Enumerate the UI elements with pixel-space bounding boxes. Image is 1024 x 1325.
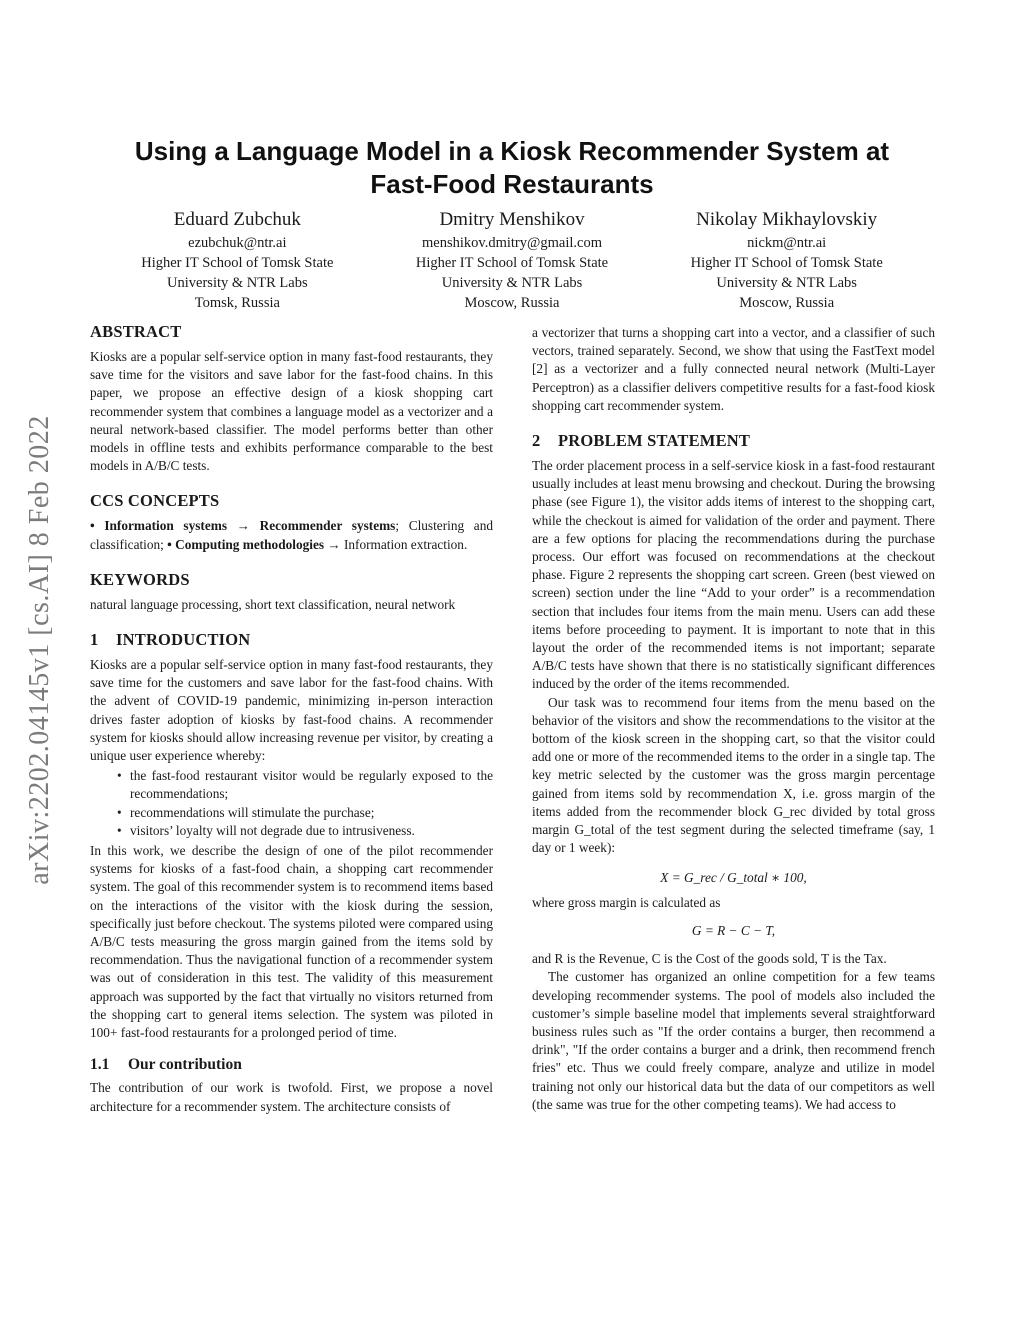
list-item: • visitors’ loyalty will not degrade due to intrusiveness. xyxy=(130,822,493,840)
intro-paragraph-1: Kiosks are a popular self-service option in many fast-food restaurants, they save time for the customers and save labor for the fast-food chains. With the advent of COVID-19 pandemic, minimizing in-person interaction drives faster adoption of kiosks by fast-food chains. A recommender system for kiosks should allow increasing revenue per visitor, by creating a unique user experience whereby: xyxy=(90,657,493,764)
author-2 xyxy=(375,207,650,313)
title-line-2: Fast-Food Restaurants xyxy=(370,169,654,199)
paper-title xyxy=(100,135,924,201)
contribution-paragraph: The contribution of our work is twofold. First, we propose a novel architecture for a recommender system. The architecture consists of xyxy=(90,1080,493,1114)
abstract-heading: ABSTRACT xyxy=(90,322,182,341)
author-name: Eduard Zubchuk xyxy=(173,209,301,230)
ccs-text xyxy=(90,517,493,553)
list-item: • recommendations will stimulate the purchase; xyxy=(130,804,493,822)
section-title: PROBLEM STATEMENT xyxy=(558,431,751,451)
ccs-concept-1: • Information systems → Recommender systems xyxy=(90,518,396,534)
author-1 xyxy=(100,207,375,313)
problem-paragraph-2: Our task was to recommend four items from the menu based on the behavior of the visitors and show the recommendations to the visitor at the bottom of the kiosk screen in the shopping cart, so that the visitor could add one or more of the recommended items to the order in a single tap. The key metric selected by the customer was the gross margin percentage gained from items sold by recommendation X, i.e. gross margin of the items added from the recommender block G_rec divided by total gross margin G_total of the test segment during the selected timeframe (say, 1 day or 1 week): xyxy=(532,694,935,856)
where-text: where gross margin is calculated as xyxy=(532,894,721,910)
arxiv-id: arXiv:2202.04145v1 [cs.AI] 8 Feb 2022 xyxy=(24,415,55,885)
author-affiliation: University & NTR Labs xyxy=(716,275,857,291)
section-number: 1 xyxy=(90,630,99,650)
problem-heading xyxy=(532,431,935,451)
ccs-heading: CCS CONCEPTS xyxy=(90,491,220,511)
intro-bullets xyxy=(90,767,493,840)
author-affiliation: Higher IT School of Tomsk State xyxy=(415,255,609,271)
section-number: 2 xyxy=(532,431,541,451)
author-location: Moscow, Russia xyxy=(739,295,835,311)
author-affiliation: University & NTR Labs xyxy=(441,275,583,291)
contribution-heading xyxy=(90,1055,493,1074)
ccs-concept-2: • Computing methodologies xyxy=(167,536,325,552)
ccs-concept-1-rest: ; Clustering and classification; xyxy=(90,518,493,552)
list-item: • the fast-food restaurant visitor would be regularly exposed to the recommendations; xyxy=(130,767,493,803)
ccs-concept-2-rest: → Information extraction. xyxy=(324,536,468,552)
problem-paragraph-3: The customer has organized an online competition for a few teams developing recommender systems. The pool of models also included the customer’s simple baseline model that implements several straightforward business rules such as "If the order contains a burger, then recommend a drink", "If the order contains a burger and a drink, then recommend french fries" etc. Thus we could freely compare, analyze and utilize in model training not only our historical data but the data of our competitors as well (the same was true for the other competing teams). We had access to xyxy=(532,969,935,1112)
section-title: INTRODUCTION xyxy=(116,630,251,650)
equation-2: G = R − C − T, xyxy=(691,922,776,938)
keywords-heading: KEYWORDS xyxy=(90,569,190,589)
author-email: menshikov.dmitry@gmail.com xyxy=(422,235,602,251)
author-affiliation: University & NTR Labs xyxy=(167,275,308,291)
author-email: nickm@ntr.ai xyxy=(747,235,827,251)
abstract-text: Kiosks are a popular self-service option in many fast-food restaurants, they save time for the visitors and save labor for the fast-food chains. In this paper, we propose an effective design of a kiosk shopping cart recommender system that combines a language model as a vectorizer and a neural network-based classifier. The model performs better than other models in offline tests and exhibits performance comparable to the best models in A/B/C tests. xyxy=(90,349,493,474)
author-location: Tomsk, Russia xyxy=(194,295,280,311)
author-email: ezubchuk@ntr.ai xyxy=(188,235,287,251)
author-3 xyxy=(649,207,924,313)
author-block xyxy=(100,207,924,313)
arxiv-sidebar xyxy=(22,370,58,930)
keywords-text: natural language processing, short text classification, neural network xyxy=(90,596,456,612)
author-affiliation: Higher IT School of Tomsk State xyxy=(690,255,883,271)
contribution-paragraph-cont: a vectorizer that turns a shopping cart into a vector, and a classifier of such vectors, trained separately. Second, we show that using the FastText model [2] as a vectorizer and a fully connected neural network (Multi-Layer Perceptron) as a classifier delivers competitive results for a fast-food kiosk shopping cart recommender system. xyxy=(532,325,935,413)
subsection-number: 1.1 xyxy=(90,1056,110,1074)
author-location: Moscow, Russia xyxy=(464,295,560,311)
author-name: Nikolay Mikhaylovskiy xyxy=(696,209,878,230)
after-equation-text: and R is the Revenue, C is the Cost of the goods sold, T is the Tax. xyxy=(532,951,887,967)
equation-1: X = G_rec / G_total ∗ 100, xyxy=(660,870,807,886)
intro-paragraph-2: In this work, we describe the design of one of the pilot recommender systems for kiosks of a fast-food chain, a shopping cart recommender system. The goal of this recommender system is to recommend items based on the interactions of the visitor with the kiosk during the session, specifically just before checkout. The systems piloted were compared using A/B/C tests measuring the gross margin gained from the items sold by recommendation. Thus the navigational function of a recommender system was out of consideration in this test. The validity of this measurement approach was supported by the fact that virtually no visitors returned from the shopping cart to general items selection. The system was piloted in 100+ fast-food restaurants for a prolonged period of time. xyxy=(90,843,493,1041)
subsection-title: Our contribution xyxy=(128,1056,242,1074)
left-column xyxy=(90,322,493,1116)
author-affiliation: Higher IT School of Tomsk State xyxy=(141,255,334,271)
intro-heading xyxy=(90,630,493,650)
title-line-1: Using a Language Model in a Kiosk Recommender System at xyxy=(134,136,890,166)
problem-paragraph-1: The order placement process in a self-service kiosk in a fast-food restaurant usually includes at least menu browsing and checkout. During the browsing phase (see Figure 1), the visitor adds items of interest to the shopping cart, while the checkout is aimed for validation of the order and payment. There are a few options for placing the recommendations during the purchase process. Our effort was focused on recommendations at the checkout phase. Figure 2 represents the shopping cart screen. Green (best viewed on screen) section under the line “Add to your order” is a recommendation section that includes four items from the main menu. Users can add these items before proceeding to payment. It is important to note that in this layout the order of the recommended items is not important; separate A/B/C tests have shown that there is no statistically significant differences induced by the order of the items recommended. xyxy=(532,458,935,692)
right-column xyxy=(532,324,935,1114)
author-name: Dmitry Menshikov xyxy=(439,209,585,230)
